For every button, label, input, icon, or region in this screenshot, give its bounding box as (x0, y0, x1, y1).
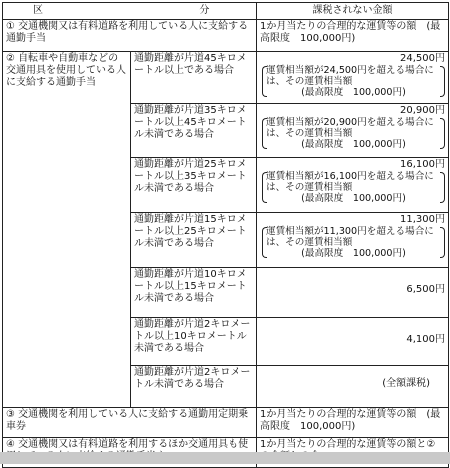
header-kubun-right: 分 (199, 5, 210, 16)
table-row (3, 408, 449, 438)
row4-amount: 1か月当たりの合理的な運賃等の額と② (257, 438, 449, 468)
page-cutoff-band (0, 452, 450, 464)
tier-condition: 通勤距離が片道2キロメートル未満である場合 (131, 366, 257, 408)
table-row (3, 20, 449, 52)
tier-note: 運賃相当額が20,900円を超える場合には、その運賃相当額 (266, 117, 434, 139)
tier-amount: 6,500円 (257, 268, 449, 318)
tier-amount-cell (257, 158, 449, 213)
tier-note-bracket (262, 117, 445, 150)
tier-note: 運賃相当額が24,500円を超える場合には、その運賃相当額 (266, 65, 434, 87)
tier-max: (最高限度 100,000円) (301, 87, 406, 98)
tier-condition: 通勤距離が片道35キロメートル以上45キロメートル未満である場合 (131, 104, 257, 158)
tier-amount-cell (257, 52, 449, 104)
header-kubun-left: 区 (33, 5, 43, 16)
tier-condition: 通勤距離が片道15キロメートル以上25キロメートル未満である場合 (131, 213, 257, 268)
commuting-allowance-table (2, 2, 449, 468)
tier-amount-cell (257, 213, 449, 268)
tier-condition: 通勤距離が片道25キロメートル以上35キロメートル未満である場合 (131, 158, 257, 213)
tier-condition: 通勤距離が片道2キロメートル以上10キロメートル未満である場合 (131, 318, 257, 366)
table-row (3, 52, 449, 104)
tier-amount: (全額課税) (257, 366, 449, 408)
row1-amount: 1か月当たりの合理的な運賃等の額 (最高限度 100,000円) (257, 20, 449, 52)
tier-max: (最高限度 100,000円) (301, 139, 406, 150)
header-kubun (3, 3, 257, 20)
row3-amount: 1か月当たりの合理的な運賃等の額 (最高限度 100,000円) (257, 408, 449, 438)
tier-amount: 4,100円 (257, 318, 449, 366)
row4-label: ④ 交通機関又は有料道路を利用するほか交通用具も使 (3, 438, 257, 468)
tier-amount-cell (257, 104, 449, 158)
tier-note-bracket (262, 171, 445, 204)
tier-max: (最高限度 100,000円) (301, 193, 406, 204)
tier-max: (最高限度 100,000円) (301, 248, 406, 259)
tier-note: 運賃相当額が11,300円を超える場合には、その運賃相当額 (266, 226, 434, 248)
tier-amount: 11,300円 (400, 214, 445, 225)
tier-amount: 24,500円 (400, 53, 445, 64)
row1-label: ① 交通機関又は有料道路を利用している人に支給する通勤手当 (3, 20, 257, 52)
tier-note-bracket (262, 65, 445, 98)
table-header-row (3, 3, 449, 20)
row2-label: ② 自転車や自動車などの交通用具を使用している人に支給する通勤手当 (3, 52, 131, 408)
header-amount: 課税されない金額 (257, 3, 449, 20)
tier-note: 運賃相当額が16,100円を超える場合には、その運賃相当額 (266, 171, 434, 193)
row3-label: ③ 交通機関を利用している人に支給する通勤用定期乗車券 (3, 408, 257, 438)
tier-condition: 通勤距離が片道10キロメートル以上15キロメートル未満である場合 (131, 268, 257, 318)
tier-note-bracket (262, 226, 445, 259)
tier-condition: 通勤距離が片道45キロメートル以上である場合 (131, 52, 257, 104)
tier-amount: 20,900円 (400, 105, 445, 116)
tier-amount: 16,100円 (400, 159, 445, 170)
